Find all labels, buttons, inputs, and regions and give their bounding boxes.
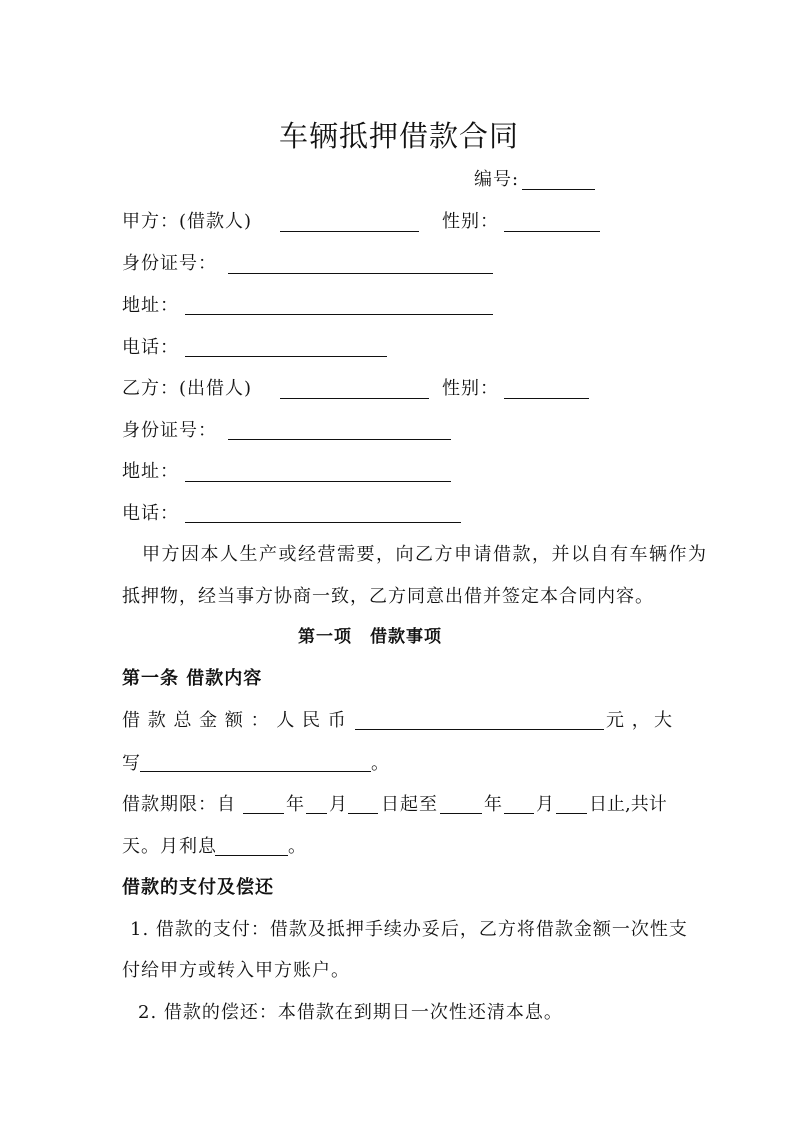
serial-number-label: 编号: (474, 169, 520, 190)
term-start-day-blank[interactable] (348, 813, 378, 814)
monthly-interest-blank[interactable] (215, 855, 288, 856)
document-title: 车辆抵押借款合同 (279, 119, 520, 153)
party-a-gender-blank[interactable] (504, 231, 600, 232)
party-a-address-label: 地址： (122, 295, 179, 316)
party-a-gender-label: 性别： (442, 211, 499, 232)
preamble-line-2: 抵押物，经当事方协商一致，乙方同意出借并签定本合同内容。 (122, 586, 654, 607)
term-start-year-blank[interactable] (243, 813, 284, 814)
term-month-1: 月 (329, 794, 348, 815)
party-a-name-blank[interactable] (280, 231, 419, 232)
payment-item-1-line-2: 付给甲方或转入甲方账户。 (122, 960, 350, 981)
party-b-address-label: 地址： (122, 461, 179, 482)
party-b-phone-blank[interactable] (185, 522, 461, 523)
section-1-heading: 第一项 借款事项 (298, 627, 442, 647)
payment-item-2: 2. 借款的偿还：本借款在到期日一次性还清本息。 (138, 1002, 563, 1023)
party-b-label: 乙方：(出借人) (122, 378, 253, 399)
party-b-id-blank[interactable] (228, 439, 451, 440)
party-a-label: 甲方：(借款人) (122, 211, 253, 232)
party-b-phone-label: 电话： (122, 503, 179, 524)
party-a-id-blank[interactable] (228, 273, 493, 274)
party-a-address-blank[interactable] (185, 314, 493, 315)
term-day-from: 日起至 (381, 794, 438, 815)
amount-words-blank[interactable] (140, 771, 371, 772)
preamble-line-1: 甲方因本人生产或经营需要，向乙方申请借款，并以自有车辆作为 (142, 544, 708, 565)
term-start-label: 借款期限：自 (122, 794, 236, 815)
article-1-heading: 第一条 借款内容 (122, 668, 263, 689)
amount-yuan-label: 元 ， (606, 710, 651, 731)
term-end-day-blank[interactable] (556, 813, 587, 814)
term-end-year-blank[interactable] (440, 813, 482, 814)
term-line2-end: 。 (288, 836, 307, 857)
party-a-phone-label: 电话： (122, 337, 179, 358)
party-b-name-blank[interactable] (280, 398, 429, 399)
term-year-2: 年 (484, 794, 503, 815)
term-month-2: 月 (536, 794, 555, 815)
payment-item-1-line-1: 1. 借款的支付：借款及抵押手续办妥后，乙方将借款金额一次性支 (130, 919, 688, 940)
amount-prefix: 借 款 总 金 额 ： 人 民 币 (122, 710, 347, 731)
party-b-gender-label: 性别： (442, 378, 499, 399)
term-line2-start: 天。月利息 (122, 836, 217, 857)
party-b-id-label: 身份证号： (122, 420, 217, 441)
amount-number-blank[interactable] (355, 729, 604, 730)
term-end-month-blank[interactable] (504, 813, 534, 814)
party-b-address-blank[interactable] (185, 481, 451, 482)
term-start-month-blank[interactable] (306, 813, 327, 814)
payment-heading: 借款的支付及偿还 (122, 877, 274, 898)
party-a-phone-blank[interactable] (185, 356, 387, 357)
amount-da-label: 大 (654, 710, 673, 731)
serial-number-blank[interactable] (522, 189, 595, 190)
amount-xie-label: 写 (122, 753, 141, 774)
term-year-1: 年 (286, 794, 305, 815)
term-day-to: 日止,共计 (589, 794, 667, 815)
party-b-gender-blank[interactable] (504, 398, 589, 399)
amount-end-mark: 。 (371, 753, 390, 774)
party-a-id-label: 身份证号： (122, 253, 217, 274)
